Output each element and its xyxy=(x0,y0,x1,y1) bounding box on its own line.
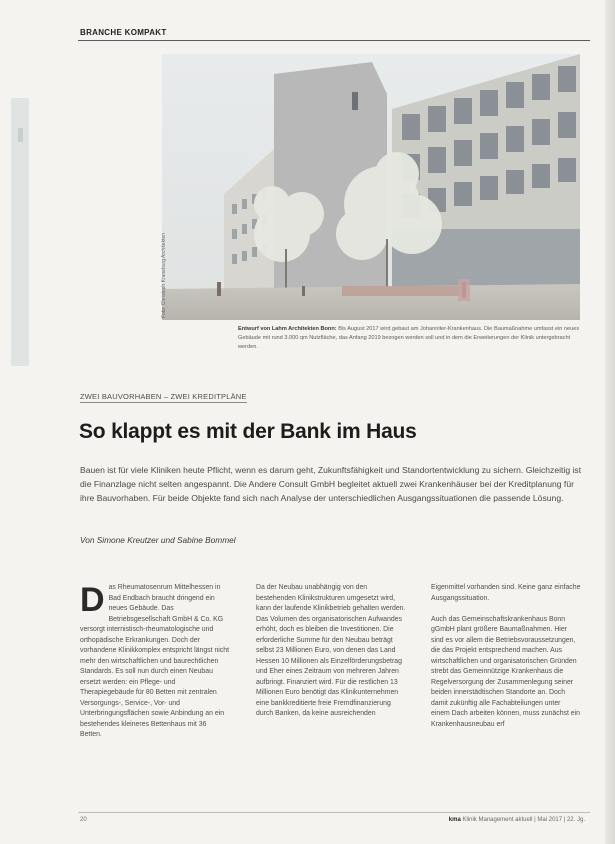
page-number: 20 xyxy=(80,817,87,823)
paragraph: Auch das Gemeinschaftskrankenhaus Bonn gGmbH plant größere Baumaßnahmen. Hier sind es vor allem die Betriebsvoraussetzungen, die das Projekt entsprechend machen. Aus wirtschaftlichen und organisatorischen Gründen strebt das Gemeinnützige Krankenhaus die Regelversorgung der Zusammenlegung seiner beiden innerstädtischen Standorte an. Doch damit zukünftig alle Fachabteilungen unter einem Dach arbeiten können, muss zunächst ein Krankenhausneubau erf xyxy=(431,615,580,728)
article-headline: So klappt es mit der Bank im Haus xyxy=(79,420,417,443)
article-kicker: ZWEI BAUVORHABEN – ZWEI KREDITPLÄNE xyxy=(80,392,247,401)
building-illustration xyxy=(162,54,580,320)
side-tab-marker xyxy=(18,128,23,142)
photo-caption xyxy=(238,325,583,352)
article-intro: Bauen ist für viele Kliniken heute Pflicht, wenn es darum geht, Zukunftsfähigkeit und Standortentwicklung zu sichern. Gleichzeitig ist die Finanzlage nicht selten angespannt. Die Andere Consult GmbH begleitet aktuell zwei Krankenhäuser bei der Kreditplanung für ihre Bauvorhaben. Für beide Objekte fand sich nach Analyse der unterschiedlichen Ausgangssituationen die passende Lösung. xyxy=(80,465,582,503)
body-column-3 xyxy=(431,583,581,741)
body-column-1 xyxy=(80,583,230,751)
body-column-2 xyxy=(256,583,406,730)
magazine-issue: Klinik Management aktuell | Mai 2017 | 22. Jg. xyxy=(462,817,585,823)
paragraph xyxy=(80,583,230,741)
photo-credit: Foto: Christoph Kraneburg Architekten xyxy=(161,232,167,318)
section-label: BRANCHE KOMPAKT xyxy=(80,28,167,37)
footer-magazine xyxy=(449,817,585,823)
caption-lead: Entwurf von Lahm Architekten Bonn: xyxy=(238,326,337,332)
paragraph-text: as Rheumatosenrum Mittelhessen in Bad Endbach braucht dringend ein neues Gebäude. Das Betriebsgesellschaft GmbH & Co. KG versorgt internistisch-rheumatologische und orthopädische Erkrankungen. Doch der vorhandene Klinikkomplex entspricht längst nicht mehr den wirtschaftlichen und baurechtlichen Standards. Es soll nun durch einen Neubau ersetzt werden: ein Pflege- und Therapiegebäude für 80 Betten mit zentralen Versorgungs-, Service-, Vor- und Unterbringungsflächen sowie Anbindung an ein bestehendes kleineres Bettenhaus mit 36 Betten. xyxy=(80,584,229,738)
page-edge-shadow xyxy=(605,0,615,844)
drop-cap: D xyxy=(80,581,105,619)
footer-rule xyxy=(78,812,590,813)
caption-text: Bis August 2017 wird gebaut am Johanniter-Krankenhaus. Die Baumaßnahme umfasst ein neues Gebäude mit rund 3.000 qm Nutzfläche, das Anfang 2019 bezogen werden soll und in dem die Erweiterungen der Klinik untergebracht werden. xyxy=(238,326,580,350)
header-rule xyxy=(78,40,590,41)
magazine-logo: kma xyxy=(448,817,461,823)
paragraph: Da der Neubau unabhängig von den bestehenden Klinikstrukturen umgesetzt wird, kann der laufende Klinikbetrieb gehalten werden. Das Volumen des organisatorischen Aufwandes erhöht, doch es bleiben die Investitionen. Die erforderliche Summe für den Neubau beträgt selbst 23 Millionen Euro, von denen das Land Hessen 10 Millionen als Einzelförderungsbetrag und Eher eines Zeitraum von mehreren Jahren aufbringt. Finanziert wird. Für die restlichen 13 Millionen Euro benötigt das Klinikunternehmen eine bankkreditierte freie Fremdfinanzierung durch Banken, da keine ausreichenden xyxy=(256,584,406,717)
architecture-rendering xyxy=(162,54,580,320)
article-authors: Von Simone Kreutzer und Sabine Bommel xyxy=(80,535,236,545)
paragraph: Eigenmittel vorhanden sind. Keine ganz einfache Ausgangssituation. xyxy=(431,584,581,602)
